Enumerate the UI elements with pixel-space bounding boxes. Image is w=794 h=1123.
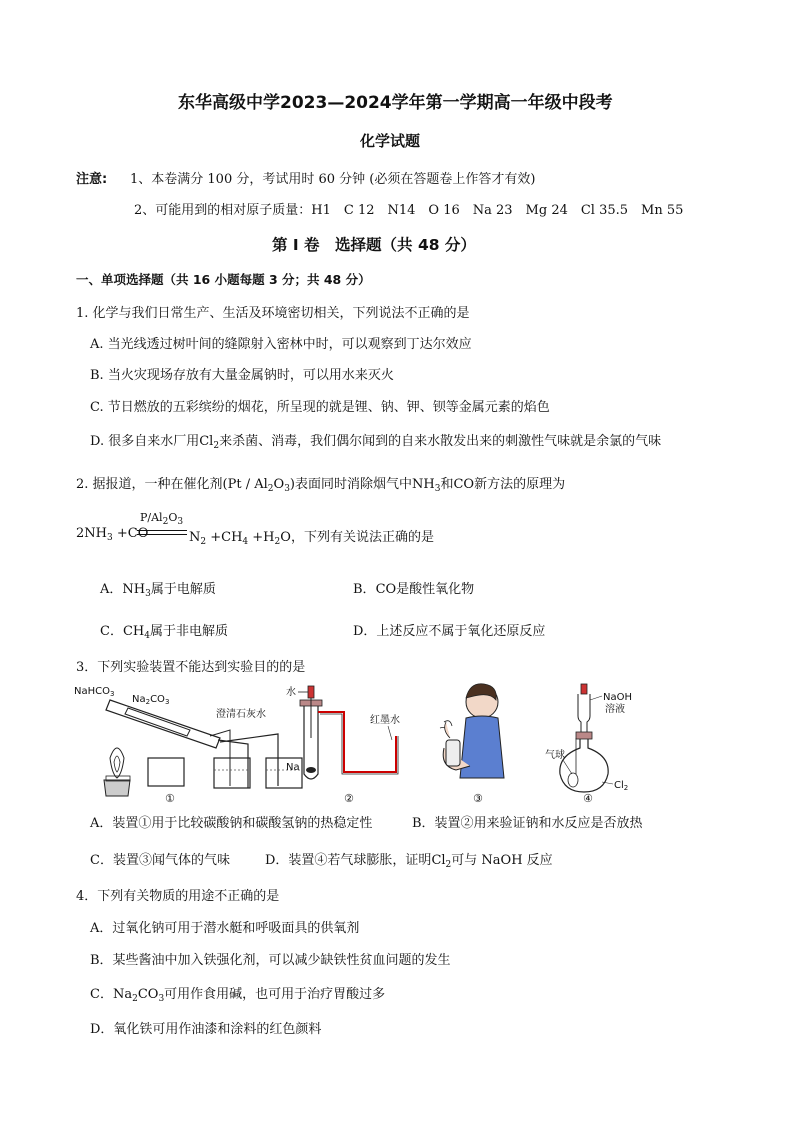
q1-d-post: 来杀菌、消毒，我们偶尔闻到的自来水散发出来的刺激性气味就是余氯的气味 bbox=[219, 434, 662, 449]
q4-option-a: A．过氧化钠可用于潜水艇和呼吸面具的供氧剂 bbox=[90, 921, 360, 936]
q2-c-pre: C． bbox=[100, 624, 123, 639]
q4-option-b: B．某些酱油中加入铁强化剂，可以减少缺铁性贫血问题的发生 bbox=[90, 953, 451, 968]
subject-title: 化学试题 bbox=[360, 132, 421, 150]
q2-co: CO bbox=[453, 477, 475, 492]
part1-title: 第 Ⅰ 卷 选择题（共 48 分） bbox=[272, 236, 476, 254]
q2-c-sub: 4 bbox=[144, 631, 150, 641]
eq-condition bbox=[140, 511, 184, 527]
school-title: 东华高级中学2023—2024学年第一学期高一年级中段考 bbox=[178, 93, 613, 113]
q1-option-d bbox=[90, 430, 661, 449]
eq-right2: +CH bbox=[206, 530, 243, 545]
q2-stem-pre: 2. 据报道，一种在催化剂 bbox=[76, 477, 223, 492]
q4-c-chem: Na bbox=[112, 987, 133, 1002]
eq-cond-sub2: 3 bbox=[177, 517, 184, 527]
q2-a-sub: 3 bbox=[145, 589, 151, 599]
q2-option-c bbox=[100, 620, 228, 639]
eq-right4: O bbox=[280, 530, 291, 545]
q1-option-a: A. 当光线透过树叶间的缝隙射入密林中时，可以观察到丁达尔效应 bbox=[90, 337, 472, 352]
q4-c-pre: C． bbox=[90, 987, 113, 1002]
note-2: 2、可能用到的相对原子质量：H1 C 12 N14 O 16 Na 23 Mg 24 Cl 35.5 Mn 55 bbox=[134, 203, 684, 218]
fig1-nahco3-label: NaHCO$_3$ bbox=[74, 686, 115, 698]
eq-cond-o: O bbox=[168, 511, 178, 524]
q2-cat-o: O bbox=[273, 477, 285, 492]
q3-stem: 3．下列实验装置不能达到实验目的的是 bbox=[76, 660, 306, 675]
fig4-number: ④ bbox=[583, 792, 593, 805]
notes-label: 注意: bbox=[76, 172, 108, 187]
q2-stem bbox=[76, 473, 565, 492]
eq-cond-sub1: 2 bbox=[162, 517, 169, 527]
fig2-na-label: Na bbox=[286, 762, 300, 773]
fig1-limewater-label: 澄清石灰水 bbox=[216, 709, 266, 720]
note-1: 1、本卷满分 100 分，考试用时 60 分钟 (必须在答题卷上作答才有效) bbox=[130, 172, 536, 187]
fig2-ink-label: 红墨水 bbox=[370, 715, 400, 726]
q3-option-d bbox=[265, 849, 553, 868]
q2-cat-sub1: 2 bbox=[267, 484, 274, 494]
eq-right-sub3: 2 bbox=[274, 537, 281, 547]
q2-a-post: 属于电解质 bbox=[150, 582, 216, 597]
q2-option-d: D．上述反应不属于氧化还原反应 bbox=[353, 624, 546, 639]
q2-option-a bbox=[100, 578, 216, 597]
q1-option-b: B. 当火灾现场存放有大量金属钠时，可以用水来灭火 bbox=[90, 368, 394, 383]
eq-right bbox=[189, 526, 434, 545]
q4-stem: 4．下列有关物质的用途不正确的是 bbox=[76, 889, 280, 904]
q2-b-chem: CO bbox=[375, 582, 397, 597]
fig2-number: ② bbox=[344, 792, 354, 805]
section-heading: 一、单项选择题（共 16 小题每题 3 分；共 48 分） bbox=[76, 272, 371, 287]
fig4-cl2-label: $Cl_2$ bbox=[614, 780, 629, 792]
q2-stem-end: 新方法的原理为 bbox=[474, 477, 566, 492]
fig4-solution-label: 溶液 bbox=[605, 704, 625, 715]
q4-c-chem2: CO bbox=[137, 987, 159, 1002]
eq-right-sub2: 4 bbox=[242, 537, 249, 547]
q4-c-sub1: 2 bbox=[132, 994, 138, 1004]
q1-option-c: C. 节日燃放的五彩缤纷的烟花，所呈现的就是锂、钠、钾、钡等金属元素的焰色 bbox=[90, 400, 550, 415]
q1-stem: 1. 化学与我们日常生产、生活及环境密切相关，下列说法不正确的是 bbox=[76, 306, 470, 321]
q2-cat-end: ) bbox=[289, 477, 295, 492]
eq-double-line bbox=[137, 530, 187, 535]
eq-right3: +H bbox=[248, 530, 275, 545]
q2-option-b bbox=[353, 578, 474, 597]
q3-option-c: C．装置③闻气体的气味 bbox=[90, 853, 230, 868]
fig1-number: ① bbox=[165, 792, 175, 805]
q3-d-pre: D．装置④若气球膨胀，证明 bbox=[265, 853, 432, 868]
fig3-number: ③ bbox=[473, 792, 483, 805]
eq-right-n: N bbox=[189, 530, 201, 545]
q4-c-sub2: 3 bbox=[158, 994, 165, 1004]
fig1-na2co3-label: $Na_2CO_3$ bbox=[132, 694, 170, 706]
q2-nh3-sub: 3 bbox=[434, 484, 441, 494]
eq-left2: +CO bbox=[112, 526, 149, 541]
q2-b-post: 是酸性氧化物 bbox=[396, 582, 475, 597]
q1-d-pre: D. 很多自来水厂用 bbox=[90, 434, 200, 449]
eq-right-sub: 2 bbox=[200, 537, 207, 547]
eq-cond-text: P/Al bbox=[140, 511, 163, 524]
fig4-balloon-label: 气球 bbox=[545, 750, 565, 761]
q2-b-pre: B． bbox=[353, 582, 376, 597]
q3-option-a: A．装置①用于比较碳酸钠和碳酸氢钠的热稳定性 bbox=[90, 816, 373, 831]
fig4-naoh-label: NaOH bbox=[603, 692, 632, 703]
q4-c-post: 可用作食用碱，也可用于治疗胃酸过多 bbox=[164, 987, 386, 1002]
q4-option-d: D．氧化铁可用作油漆和涂料的红色颜料 bbox=[90, 1022, 322, 1037]
q2-c-post: 属于非电解质 bbox=[149, 624, 228, 639]
q2-c-chem: CH bbox=[122, 624, 145, 639]
figure-2-sodium-water bbox=[286, 685, 400, 805]
q3-option-b: B．装置②用来验证钠和水反应是否放热 bbox=[412, 816, 643, 831]
eq-tail: ，下列有关说法正确的是 bbox=[290, 530, 434, 545]
q2-a-chem: NH bbox=[122, 582, 146, 597]
eq-left: 2NH bbox=[76, 526, 107, 541]
q3-d-post: 可与 NaOH 反应 bbox=[451, 853, 553, 868]
q2-catalyst: (Pt / Al bbox=[222, 477, 268, 492]
figure-3-smelling-gas bbox=[440, 684, 504, 805]
q4-option-c bbox=[90, 983, 385, 1002]
eq-left-sub: 3 bbox=[106, 533, 113, 543]
q3-figures bbox=[70, 678, 660, 808]
q2-and: 和 bbox=[440, 477, 454, 492]
q2-a-pre: A． bbox=[100, 582, 123, 597]
q1-d-chem: Cl bbox=[199, 434, 214, 449]
figure-1-heating-apparatus bbox=[74, 686, 302, 805]
q2-stem-mid: 表面同时消除烟气中 bbox=[295, 477, 413, 492]
q2-cat-sub2: 3 bbox=[284, 484, 290, 494]
fig2-water-label: 水 bbox=[286, 687, 296, 698]
q3-d-chem: Cl bbox=[431, 853, 446, 868]
q1-d-sub: 2 bbox=[213, 441, 220, 451]
q2-nh3: NH bbox=[412, 477, 435, 492]
figure-4-chlorine-flask bbox=[545, 684, 632, 805]
q3-d-sub: 2 bbox=[445, 860, 452, 870]
